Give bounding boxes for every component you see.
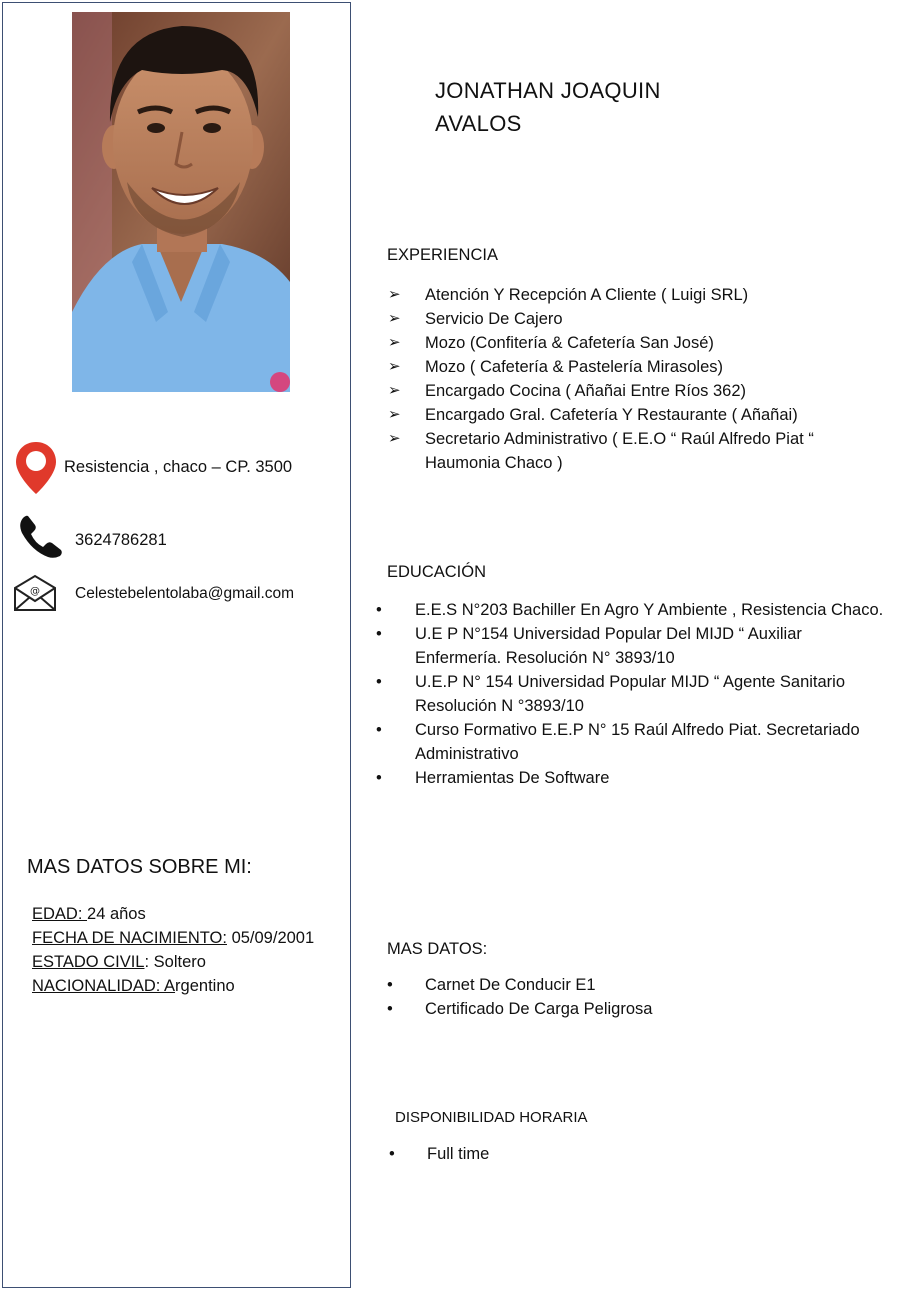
birth-row (32, 926, 314, 950)
bullet-dot-icon: • (387, 976, 393, 994)
phone-icon (18, 513, 64, 564)
list-item: • Curso Formativo E.E.P N° 15 Raúl Alfredo Piat. Secretariado Administrativo (376, 718, 888, 766)
name-line-1: JONATHAN JOAQUIN (435, 78, 661, 103)
arrow-bullet-icon: ➢ (388, 334, 401, 351)
about-title: MAS DATOS SOBRE MI: (27, 856, 252, 878)
availability-list (389, 1142, 689, 1166)
arrow-bullet-icon: ➢ (388, 382, 401, 399)
nationality-row (32, 974, 314, 998)
list-item: ➢ Mozo ( Cafetería & Pastelería Mirasoles) (388, 355, 868, 379)
list-item: ➢ Servicio De Cajero (388, 307, 868, 331)
civil-label: ESTADO CIVIL (32, 953, 145, 971)
list-item: • Certificado De Carga Peligrosa (387, 997, 867, 1021)
more-data-list (387, 973, 867, 1021)
list-item: ➢ Secretario Administrativo ( E.E.O “ Raúl Alfredo Piat “ Haumonia Chaco ) (388, 427, 868, 475)
name-line-2: AVALOS (435, 111, 522, 136)
phone-text: 3624786281 (75, 531, 167, 549)
experience-title: EXPERIENCIA (387, 246, 498, 264)
more-data-title: MAS DATOS: (387, 940, 488, 958)
bullet-dot-icon: • (376, 721, 382, 739)
civil-row (32, 950, 314, 974)
age-value: 24 años (87, 905, 146, 923)
location-text: Resistencia , chaco – CP. 3500 (64, 458, 293, 476)
list-item: ➢ Mozo (Confitería & Cafetería San José) (388, 331, 868, 355)
list-item: • E.E.S N°203 Bachiller En Agro Y Ambiente , Resistencia Chaco. (376, 598, 888, 622)
birth-value: 05/09/2001 (226, 929, 315, 947)
list-item: • U.E.P N° 154 Universidad Popular MIJD “ Agente Sanitario Resolución N °3893/10 (376, 670, 888, 718)
age-label: EDAD: (32, 905, 88, 923)
svg-text:@: @ (30, 586, 40, 597)
email-text: Celestebelentolaba@gmail.com (75, 585, 295, 602)
education-list (376, 598, 888, 790)
location-pin-icon (14, 440, 58, 501)
profile-photo (72, 12, 290, 392)
email-envelope-icon (13, 574, 57, 617)
about-details (32, 902, 314, 998)
full-name (435, 74, 661, 140)
bullet-dot-icon: • (387, 1000, 393, 1018)
list-item: ➢ Encargado Gral. Cafetería Y Restaurante ( Añañai) (388, 403, 868, 427)
experience-list (388, 283, 868, 475)
age-row (32, 902, 314, 926)
arrow-bullet-icon: ➢ (388, 286, 401, 303)
bullet-dot-icon: • (376, 625, 382, 643)
arrow-bullet-icon: ➢ (388, 310, 401, 327)
arrow-bullet-icon: ➢ (388, 358, 401, 375)
nationality-label: NACIONALIDAD: A (32, 977, 176, 995)
education-title: EDUCACIÓN (387, 563, 487, 581)
bullet-dot-icon: • (376, 673, 382, 691)
arrow-bullet-icon: ➢ (388, 406, 401, 423)
list-item: • U.E P N°154 Universidad Popular Del MIJD “ Auxiliar Enfermería. Resolución N° 3893/10 (376, 622, 888, 670)
list-item: • Carnet De Conducir E1 (387, 973, 867, 997)
availability-title: DISPONIBILIDAD HORARIA (395, 1109, 588, 1126)
list-item: ➢ Atención Y Recepción A Cliente ( Luigi SRL) (388, 283, 868, 307)
list-item: ➢ Encargado Cocina ( Añañai Entre Ríos 362) (388, 379, 868, 403)
arrow-bullet-icon: ➢ (388, 430, 401, 447)
bullet-dot-icon: • (389, 1145, 395, 1163)
portrait-illustration (72, 12, 290, 392)
civil-value: : Soltero (144, 953, 206, 971)
list-item: • Herramientas De Software (376, 766, 888, 790)
bullet-dot-icon: • (376, 769, 382, 787)
bullet-dot-icon: • (376, 601, 382, 619)
nationality-value: rgentino (175, 977, 235, 995)
list-item: • Full time (389, 1142, 689, 1166)
birth-label: FECHA DE NACIMIENTO: (32, 929, 227, 947)
